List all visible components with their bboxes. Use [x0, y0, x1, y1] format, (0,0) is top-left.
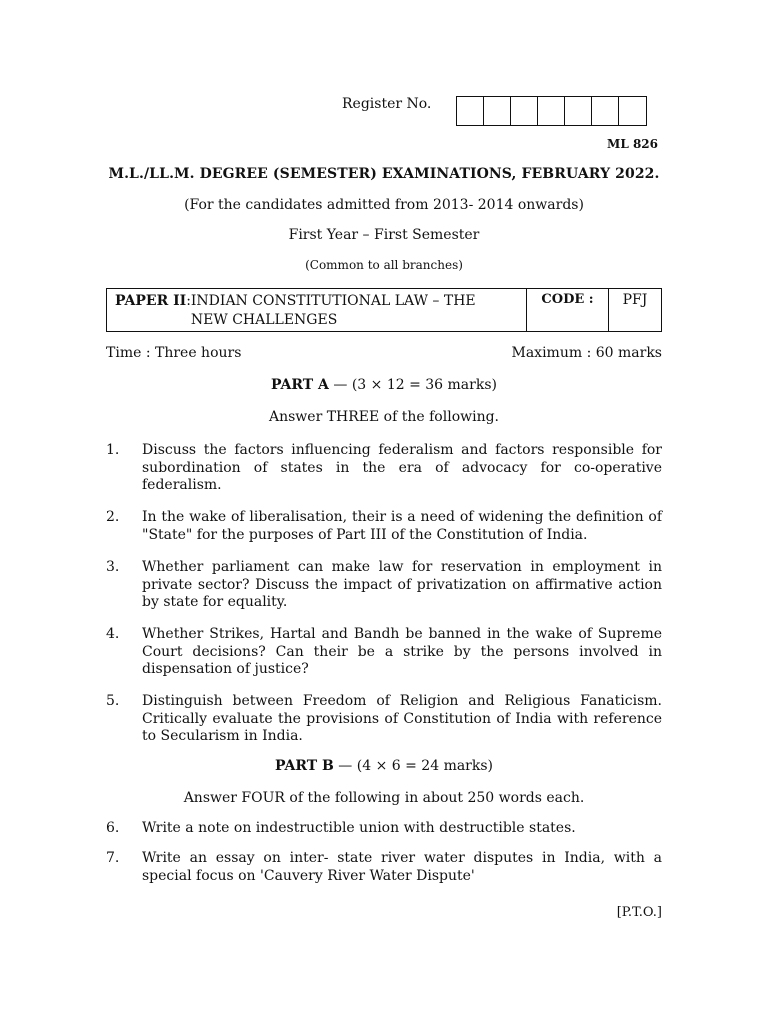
part-b-heading [0, 758, 768, 774]
paper-info-table [106, 288, 662, 332]
register-digit-box [565, 97, 592, 125]
common-note: (Common to all branches) [305, 258, 463, 272]
part-b-instruction: Answer FOUR of the following in about 250 words each. [183, 790, 585, 806]
admitted-note: (For the candidates admitted from 2013- 2014 onwards) [184, 197, 584, 213]
question-item [106, 559, 662, 612]
time-marks-row [106, 345, 662, 361]
question-item [106, 509, 662, 544]
question-number: 1. [106, 442, 120, 458]
question-number: 4. [106, 626, 120, 642]
question-item [106, 442, 662, 495]
exam-duration: Time : Three hours [106, 345, 242, 361]
register-digit-box [484, 97, 511, 125]
paper-label: PAPER II [115, 293, 187, 309]
part-a-instruction: Answer THREE of the following. [268, 409, 500, 425]
part-a-title: PART A [271, 377, 329, 393]
paper-title-line2: NEW CHALLENGES [190, 312, 338, 328]
question-text: Whether parliament can make law for reservation in employment in private sector? Discuss the impact of privatization on affirmative action by state for equality. [142, 559, 662, 610]
part-a-heading [0, 377, 768, 393]
register-number-label: Register No. [342, 96, 432, 112]
register-digit-box [592, 97, 619, 125]
question-number: 7. [106, 850, 120, 866]
question-number: 3. [106, 559, 120, 575]
paper-title [191, 292, 476, 328]
part-b-marks: — (4 × 6 = 24 marks) [333, 758, 494, 774]
question-item [106, 850, 662, 885]
paper-code-value: PFJ [622, 292, 648, 308]
register-digit-box [457, 97, 484, 125]
register-digit-box [538, 97, 565, 125]
question-text: Whether Strikes, Hartal and Bandh be banned in the wake of Supreme Court decisions? Can their be a strike by the persons involved in dispensation of justice? [142, 626, 662, 677]
question-number: 5. [106, 693, 120, 709]
question-text: Write an essay on inter- state river water disputes in India, with a special focus on 'Cauvery River Water Dispute' [142, 850, 662, 884]
register-digit-box [511, 97, 538, 125]
paper-separator: : [186, 293, 191, 309]
paper-title-cell [107, 289, 527, 331]
part-a-marks: — (3 × 12 = 36 marks) [328, 377, 497, 393]
question-number: 2. [106, 509, 120, 525]
question-text: In the wake of liberalisation, their is a need of widening the definition of "State" for the purposes of Part III of the Constitution of India. [142, 509, 662, 543]
register-digit-box [619, 97, 646, 125]
maximum-marks: Maximum : 60 marks [511, 345, 662, 361]
question-item [106, 693, 662, 746]
exam-title: M.L./LL.M. DEGREE (SEMESTER) EXAMINATIONS, FEBRUARY 2022. [108, 166, 660, 182]
page-turn-over-note: [P.T.O.] [616, 905, 662, 920]
question-item [106, 820, 662, 838]
paper-title-line1: INDIAN CONSTITUTIONAL LAW – THE [190, 293, 476, 309]
question-text: Write a note on indestructible union with destructible states. [142, 820, 576, 836]
question-text: Discuss the factors influencing federalism and factors responsible for subordination of states in the era of advocacy for co-operative federalism. [142, 442, 662, 493]
year-semester: First Year – First Semester [288, 227, 480, 243]
question-item [106, 626, 662, 679]
paper-code-label: CODE : [527, 289, 609, 331]
paper-code: ML 826 [607, 137, 658, 151]
question-number: 6. [106, 820, 120, 836]
part-b-title: PART B [274, 758, 334, 774]
question-text: Distinguish between Freedom of Religion and Religious Fanaticism. Critically evaluate the provisions of Constitution of India with reference to Secularism in India. [142, 693, 662, 744]
register-number-boxes [456, 96, 647, 126]
